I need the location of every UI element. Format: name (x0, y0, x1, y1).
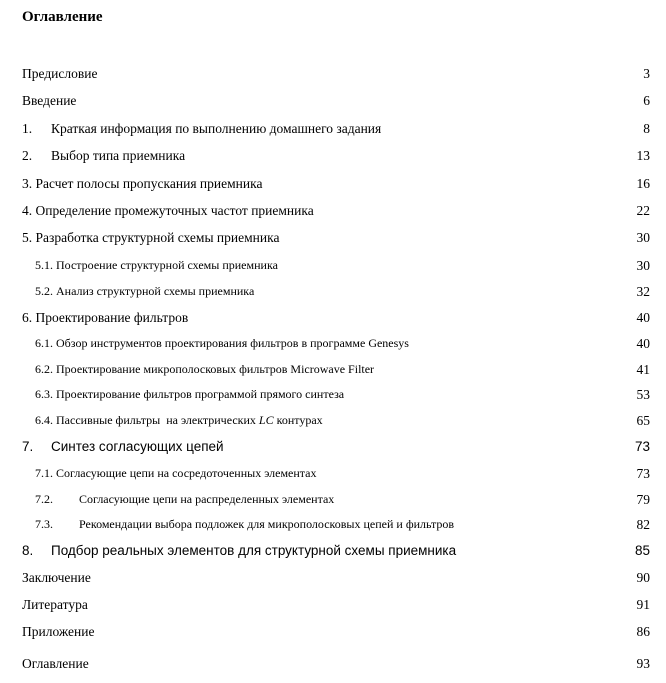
toc-entry-section-6-4[interactable] (0, 413, 666, 431)
toc-entry-label: Синтез согласующих цепей (51, 439, 224, 454)
toc-entry-label: Заключение (22, 570, 91, 585)
toc-entry-page: 53 (636, 387, 650, 402)
toc-entry-label: Предисловие (22, 66, 98, 81)
toc-entry-label: Литература (22, 597, 88, 612)
toc-entry-page: 8 (643, 121, 650, 136)
toc-entry-page: 86 (636, 624, 650, 639)
toc-entry-label: Введение (22, 93, 77, 108)
toc-entry-section-5-1[interactable] (0, 258, 666, 276)
toc-entry-label: 3. Расчет полосы пропускания приемника (22, 176, 263, 191)
toc-entry-chapter-3[interactable] (0, 176, 666, 194)
toc-entry-label: 5.1. Построение структурной схемы приемника (35, 258, 278, 272)
toc-entry-label: Рекомендации выбора подложек для микрополосковых цепей и фильтров (79, 517, 455, 531)
toc-entry-label: 6.1. Обзор инструментов проектирования фильтров в программе Genesys (35, 336, 409, 350)
toc-entry-page: 30 (636, 230, 650, 245)
toc-entry-label: 5. Разработка структурной схемы приемника (22, 230, 280, 245)
toc-entry-section-7-3[interactable] (0, 517, 666, 535)
toc-entry-chapter-7[interactable] (0, 439, 666, 457)
toc-entry-label-part: контурах (273, 413, 323, 427)
toc-entry-section-6-1[interactable] (0, 336, 666, 354)
toc-entry-label (35, 413, 323, 428)
toc-entry-page: 40 (636, 336, 650, 351)
toc-entry-page: 85 (634, 543, 650, 558)
toc-entry-label: Согласующие цепи на распределенных элементах (79, 492, 335, 506)
toc-entry-page: 73 (636, 466, 650, 481)
toc-entry-label-italic: LC (258, 413, 274, 427)
toc-entry-page: 22 (636, 203, 650, 218)
toc-entry-page: 41 (636, 362, 650, 377)
toc-entry-section-7-1[interactable] (0, 466, 666, 484)
toc-entry-number: 1. (22, 121, 33, 136)
toc-entry-page: 91 (636, 597, 650, 612)
toc-entry-appendix[interactable] (0, 624, 666, 642)
toc-entry-chapter-1[interactable] (0, 121, 666, 139)
toc-entry-page: 16 (636, 176, 650, 191)
toc-entry-preface[interactable] (0, 66, 666, 84)
toc-entry-page: 82 (636, 517, 650, 532)
toc-entry-literature[interactable] (0, 597, 666, 615)
toc-entry-chapter-2[interactable] (0, 148, 666, 166)
toc-entry-label: 7.1. Согласующие цепи на сосредоточенных элементах (35, 466, 317, 480)
toc-entry-number: 7.3. (35, 517, 53, 531)
toc-entry-number: 7. (22, 439, 34, 454)
toc-entry-label: Выбор типа приемника (51, 148, 186, 163)
toc-entry-introduction[interactable] (0, 93, 666, 111)
toc-entry-page: 65 (636, 413, 650, 428)
toc-entry-label: Оглавление (22, 656, 89, 671)
toc-entry-page: 90 (636, 570, 650, 585)
toc-entry-number: 7.2. (35, 492, 53, 506)
toc-entry-page: 3 (643, 66, 650, 81)
page-title: Оглавление (22, 9, 103, 25)
toc-entry-label-part: 6.4. Пассивные фильтры на электрических (35, 413, 259, 427)
toc-entry-number: 8. (22, 543, 34, 558)
toc-entry-label: 6. Проектирование фильтров (22, 310, 189, 325)
toc-entry-chapter-5[interactable] (0, 230, 666, 248)
toc-entry-number: 2. (22, 148, 33, 163)
toc-entry-label: Подбор реальных элементов для структурной схемы приемника (51, 543, 457, 558)
toc-entry-section-6-2[interactable] (0, 362, 666, 380)
toc-entry-page: 79 (636, 492, 650, 507)
toc-entry-page: 13 (636, 148, 650, 163)
toc-entry-label: 6.3. Проектирование фильтров программой прямого синтеза (35, 387, 345, 401)
toc-entry-chapter-8[interactable] (0, 543, 666, 561)
toc-entry-page: 93 (636, 656, 650, 671)
toc-entry-section-6-3[interactable] (0, 387, 666, 405)
toc-entry-label: 4. Определение промежуточных частот приемника (22, 203, 314, 218)
toc-entry-section-5-2[interactable] (0, 284, 666, 302)
toc-entry-section-7-2[interactable] (0, 492, 666, 510)
toc-entry-page: 30 (636, 258, 650, 273)
toc-entry-label: 5.2. Анализ структурной схемы приемника (35, 284, 255, 298)
toc-entry-contents[interactable] (0, 656, 666, 674)
toc-entry-conclusion[interactable] (0, 570, 666, 588)
toc-entry-chapter-6[interactable] (0, 310, 666, 328)
toc-entry-page: 73 (634, 439, 650, 454)
toc-entry-label: Краткая информация по выполнению домашнего задания (51, 121, 382, 136)
toc-entry-chapter-4[interactable] (0, 203, 666, 221)
toc-entry-page: 32 (636, 284, 650, 299)
toc-entry-page: 40 (636, 310, 650, 325)
toc-entry-page: 6 (643, 93, 650, 108)
toc-entry-label: 6.2. Проектирование микрополосковых фильтров Microwave Filter (35, 362, 375, 376)
toc-entry-label: Приложение (22, 624, 95, 639)
